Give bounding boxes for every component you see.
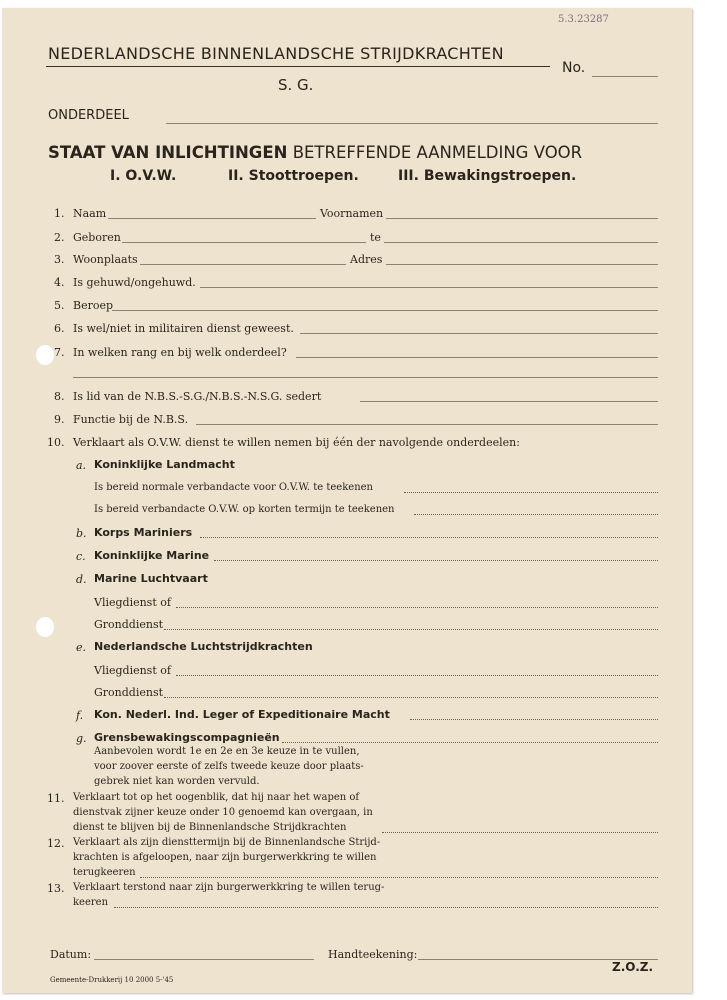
q12-line1: Verklaart als zijn diensttermijn bij de Binnenlandsche Strijd- xyxy=(73,837,381,848)
unit-line xyxy=(166,123,658,124)
unit-g-note1: Aanbevolen wordt 1e en 2e en 3e keuze in te vullen, xyxy=(94,746,360,757)
q13-field[interactable] xyxy=(114,907,658,908)
q5-number: 5. xyxy=(54,299,65,312)
turn-over-label: Z.O.Z. xyxy=(612,960,654,974)
q11-line3: dienst te blijven bij de Binnenlandsche Strijdkrachten xyxy=(73,822,347,833)
archive-stamp: 5.3.23287 xyxy=(558,14,609,25)
q12-field[interactable] xyxy=(140,877,658,878)
unit-c-name: Koninklijke Marine xyxy=(94,549,210,562)
q11-line2: dienstvak zijner keuze onder 10 genoemd kan overgaan, in xyxy=(73,807,373,818)
q1-line-a[interactable] xyxy=(108,218,316,219)
form-title xyxy=(48,143,582,162)
q6-label: Is wel/niet in militairen dienst geweest. xyxy=(73,322,294,335)
unit-e-line2: Gronddienst xyxy=(94,686,164,699)
unit-e-line1: Vliegdienst of xyxy=(94,664,171,677)
unit-f-name: Kon. Nederl. Ind. Leger of Expeditionaire Macht xyxy=(94,708,390,721)
unit-e-line1-field[interactable] xyxy=(176,675,658,676)
signature-label: Handteekening: xyxy=(328,948,418,961)
form-title-rest: BETREFFENDE AANMELDING VOOR xyxy=(292,143,583,162)
q5-label: Beroep xyxy=(73,299,114,312)
unit-a-line1: Is bereid normale verbandacte voor O.V.W. te teekenen xyxy=(94,482,373,493)
unit-e-line2-field[interactable] xyxy=(164,697,658,698)
q3-label2: Adres xyxy=(350,253,383,266)
q1-number: 1. xyxy=(54,207,65,220)
number-label: No. xyxy=(562,60,586,76)
category-2: II. Stoottroepen. xyxy=(228,168,359,184)
category-3: III. Bewakingstroepen. xyxy=(398,168,577,184)
header-subtitle: S. G. xyxy=(278,76,314,94)
q6-number: 6. xyxy=(54,322,65,335)
q1-label2: Voornamen xyxy=(320,207,384,220)
q2-number: 2. xyxy=(54,231,65,244)
q9-line[interactable] xyxy=(196,424,658,425)
q11-field[interactable] xyxy=(382,832,658,833)
q2-label2: te xyxy=(370,231,381,244)
q9-number: 9. xyxy=(54,413,65,426)
unit-a-letter: a. xyxy=(76,459,87,472)
unit-d-line1: Vliegdienst of xyxy=(94,596,171,609)
q2-line-a[interactable] xyxy=(122,242,366,243)
q2-line-b[interactable] xyxy=(384,242,658,243)
q7-line-a[interactable] xyxy=(296,357,658,358)
q3-label: Woonplaats xyxy=(73,253,138,266)
date-label: Datum: xyxy=(50,948,92,961)
q7-line-b[interactable] xyxy=(73,377,658,378)
q12-line2: krachten is afgeloopen, naar zijn burgerwerkkring te willen xyxy=(73,852,377,863)
header-rule xyxy=(46,66,550,67)
q4-number: 4. xyxy=(54,276,65,289)
q8-line[interactable] xyxy=(360,401,658,402)
q4-line[interactable] xyxy=(200,287,658,288)
q7-label: In welken rang en bij welk onderdeel? xyxy=(73,346,287,359)
q5-line[interactable] xyxy=(112,310,658,311)
punch-hole-bottom xyxy=(36,617,54,637)
printer-imprint: Gemeente-Drukkerij 10 2000 5-'45 xyxy=(50,976,174,984)
unit-g-name: Grensbewakingscompagnieën xyxy=(94,731,280,744)
unit-b-letter: b. xyxy=(76,527,87,540)
unit-a-line2: Is bereid verbandacte O.V.W. op korten termijn te teekenen xyxy=(94,504,395,515)
q13-number: 13. xyxy=(47,882,65,895)
q8-number: 8. xyxy=(54,390,65,403)
unit-e-letter: e. xyxy=(76,641,87,654)
unit-a-line2-field[interactable] xyxy=(414,514,658,515)
q13-line1: Verklaart terstond naar zijn burgerwerkkring te willen terug- xyxy=(73,882,385,893)
unit-c-letter: c. xyxy=(76,550,86,563)
q9-label: Functie bij de N.B.S. xyxy=(73,413,189,426)
unit-g-letter: g. xyxy=(76,732,87,745)
unit-d-line2: Gronddienst xyxy=(94,618,164,631)
unit-g-field[interactable] xyxy=(282,742,658,743)
q11-number: 11. xyxy=(47,792,65,805)
date-line[interactable] xyxy=(94,959,314,960)
unit-a-name: Koninklijke Landmacht xyxy=(94,458,235,471)
q3-line-a[interactable] xyxy=(140,264,346,265)
unit-f-letter: f. xyxy=(76,709,84,722)
number-line xyxy=(592,76,658,77)
unit-label: ONDERDEEL xyxy=(48,108,129,123)
punch-hole-top xyxy=(36,345,54,365)
q1-label: Naam xyxy=(73,207,107,220)
unit-b-field[interactable] xyxy=(200,537,658,538)
q3-number: 3. xyxy=(54,253,65,266)
q10-label: Verklaart als O.V.W. dienst te willen nemen bij één der navolgende onderdeelen: xyxy=(73,436,520,449)
q1-line-b[interactable] xyxy=(386,218,658,219)
q4-label: Is gehuwd/ongehuwd. xyxy=(73,276,196,289)
q6-line[interactable] xyxy=(300,333,658,334)
unit-g-note2: voor zoover eerste of zelfs tweede keuze door plaats- xyxy=(94,761,364,772)
q3-line-b[interactable] xyxy=(386,264,658,265)
unit-d-line2-field[interactable] xyxy=(164,629,658,630)
unit-a-line1-field[interactable] xyxy=(404,492,658,493)
header-title: NEDERLANDSCHE BINNENLANDSCHE STRIJDKRACHTEN xyxy=(48,44,504,63)
unit-e-name: Nederlandsche Luchtstrijdkrachten xyxy=(94,640,313,653)
q12-line3: terugkeeren xyxy=(73,867,136,878)
q2-label: Geboren xyxy=(73,231,121,244)
category-1: I. O.V.W. xyxy=(110,168,177,184)
form-title-bold: STAAT VAN INLICHTINGEN xyxy=(48,143,288,162)
unit-d-line1-field[interactable] xyxy=(176,607,658,608)
q10-number: 10. xyxy=(47,436,65,449)
q8-label: Is lid van de N.B.S.-S.G./N.B.S.-N.S.G. sedert xyxy=(73,390,322,403)
unit-f-field[interactable] xyxy=(410,719,658,720)
q7-number: 7. xyxy=(54,346,65,359)
unit-b-name: Korps Mariniers xyxy=(94,526,193,539)
unit-d-letter: d. xyxy=(76,573,87,586)
q13-line2: keeren xyxy=(73,897,109,908)
unit-d-name: Marine Luchtvaart xyxy=(94,572,208,585)
unit-c-field[interactable] xyxy=(214,560,658,561)
unit-g-note3: gebrek niet kan worden vervuld. xyxy=(94,776,260,787)
q12-number: 12. xyxy=(47,837,65,850)
q11-line1: Verklaart tot op het oogenblik, dat hij naar het wapen of xyxy=(73,792,360,803)
